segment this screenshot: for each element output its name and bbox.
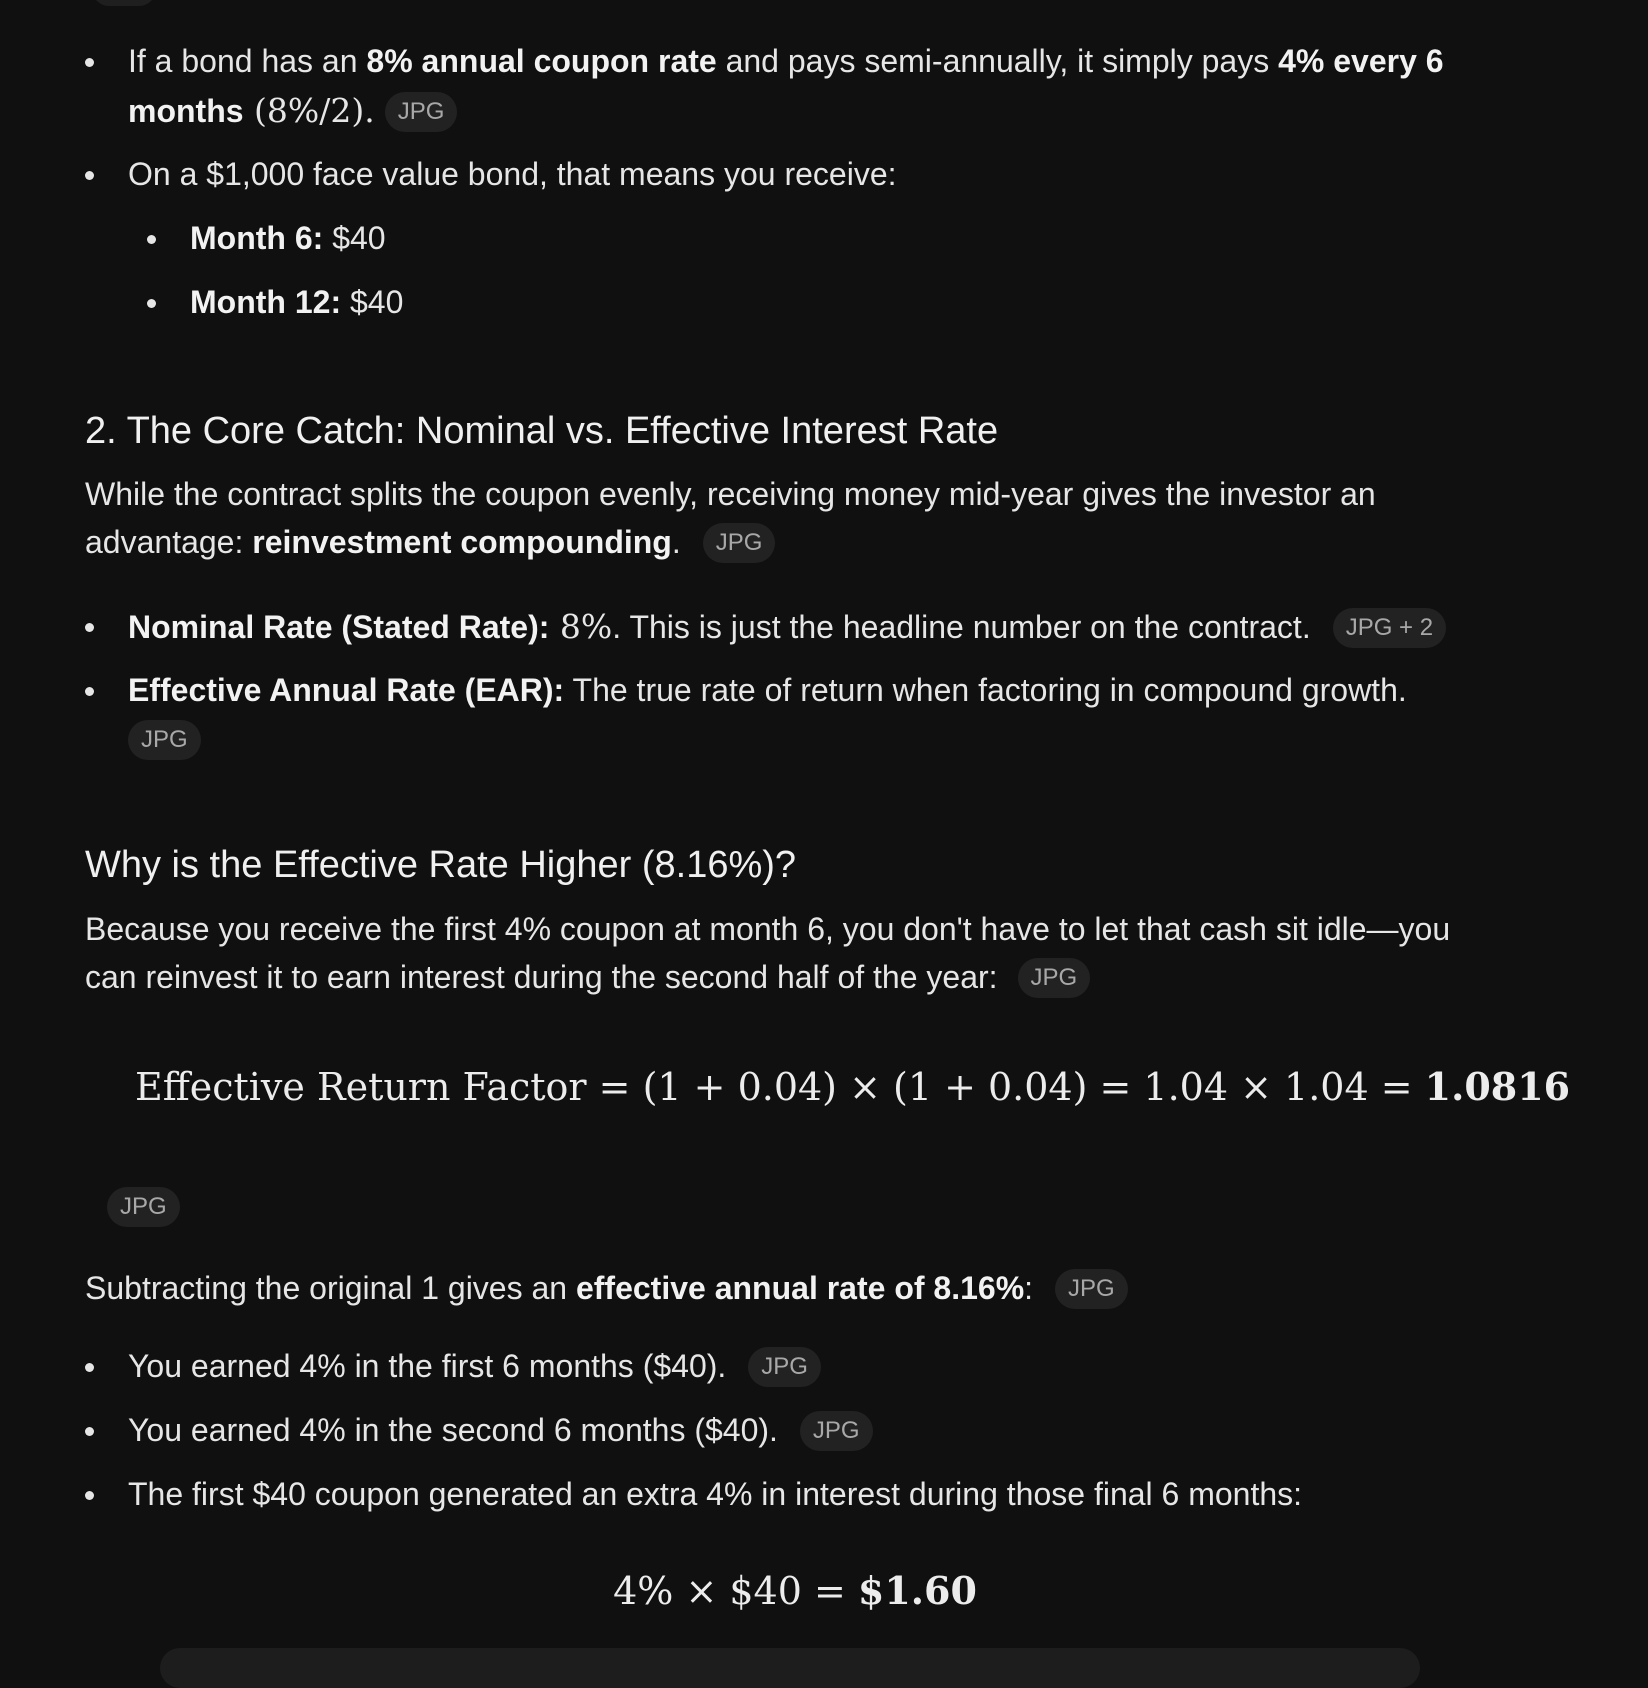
month-value: $40 — [323, 220, 386, 256]
bold-text: reinvestment compounding — [252, 524, 672, 560]
list-item — [85, 1342, 1505, 1391]
section-paragraph: While the contract splits the coupon evenly, receiving money mid-year gives the investor an advantage: reinvestment compounding. JPG — [85, 470, 1505, 566]
source-chip[interactable]: JPG — [1018, 958, 1091, 998]
bold-text: 4% every 6 months — [128, 43, 1444, 129]
bullet-text: The first $40 coupon generated an extra 4% in interest during those final 6 months: — [128, 1476, 1303, 1512]
payment-list — [85, 150, 1505, 199]
math-expression: 8% — [549, 607, 613, 646]
list-item — [85, 602, 1505, 652]
source-chip[interactable]: JPG — [128, 720, 201, 760]
input-bar[interactable] — [160, 1648, 1420, 1688]
source-chip[interactable]: JPG — [703, 523, 776, 563]
bullet-text: If a bond has an — [128, 43, 367, 79]
list-item — [85, 150, 1505, 199]
math-formula: Effective Return Factor = (1 + 0.04) × (1 + 0.04) = 1.04 × 1.04 = — [135, 1065, 1425, 1109]
bullet-text: You earned 4% in the first 6 months ($40). — [128, 1348, 727, 1384]
section-paragraph: Because you receive the first 4% coupon at month 6, you don't have to let that cash sit idle—you can reinvest it to earn interest during the second half of the year: JPG — [85, 905, 1505, 1001]
formula-source — [107, 1189, 1505, 1229]
month-label: Month 12: — [190, 284, 342, 320]
earnings-list-item — [85, 1470, 1505, 1519]
formula-block-2 — [85, 1568, 1505, 1613]
sub-list-item — [85, 278, 1505, 327]
math-result: $1.60 — [857, 1568, 977, 1613]
bold-label: Nominal Rate (Stated Rate): — [128, 609, 550, 645]
coupon-list — [85, 37, 1505, 136]
earnings-list-item — [85, 1406, 1505, 1455]
list-item — [85, 37, 1505, 136]
sub-list-item — [85, 214, 1505, 263]
bullet-text: . This is just the headline number on the contract. — [612, 609, 1311, 645]
section-heading: Why is the Effective Rate Higher (8.16%)? — [85, 844, 797, 886]
list-item — [85, 1470, 1505, 1519]
month-value: $40 — [341, 284, 404, 320]
bullet-text: You earned 4% in the second 6 months ($40). — [128, 1412, 778, 1448]
rate-list-item — [85, 602, 1505, 652]
bold-text: effective annual rate of 8.16% — [575, 1270, 1025, 1306]
section-heading: 2. The Core Catch: Nominal vs. Effective Interest Rate — [85, 410, 999, 452]
rate-list-item — [85, 666, 1505, 764]
source-chip[interactable]: JPG — [107, 1187, 180, 1227]
math-result: 1.0816 — [1424, 1064, 1571, 1109]
source-chip[interactable]: JPG — [1055, 1269, 1128, 1309]
source-chip[interactable]: JPG — [800, 1411, 873, 1451]
math-formula: 4% × $40 = — [613, 1569, 858, 1613]
bullet-text: On a $1,000 face value bond, that means you receive: — [128, 156, 897, 192]
source-chip[interactable]: JPG — [385, 92, 458, 132]
formula-block — [135, 1064, 1571, 1109]
math-expression: (8%/2). — [243, 91, 375, 130]
bullet-text: and pays semi-annually, it simply pays — [716, 43, 1279, 79]
list-item — [85, 666, 1505, 764]
bold-text: 8% annual coupon rate — [366, 43, 717, 79]
previous-source-chip[interactable] — [92, 0, 156, 6]
bullet-text: The true rate of return when factoring in compound growth. — [564, 672, 1407, 708]
list-item — [85, 1406, 1505, 1455]
month-label: Month 6: — [190, 220, 324, 256]
earnings-list-item — [85, 1342, 1505, 1391]
section-paragraph: Subtracting the original 1 gives an effective annual rate of 8.16%: JPG — [85, 1264, 1505, 1312]
source-chip[interactable]: JPG + 2 — [1333, 608, 1446, 648]
bold-label: Effective Annual Rate (EAR): — [128, 672, 565, 708]
source-chip[interactable]: JPG — [748, 1347, 821, 1387]
